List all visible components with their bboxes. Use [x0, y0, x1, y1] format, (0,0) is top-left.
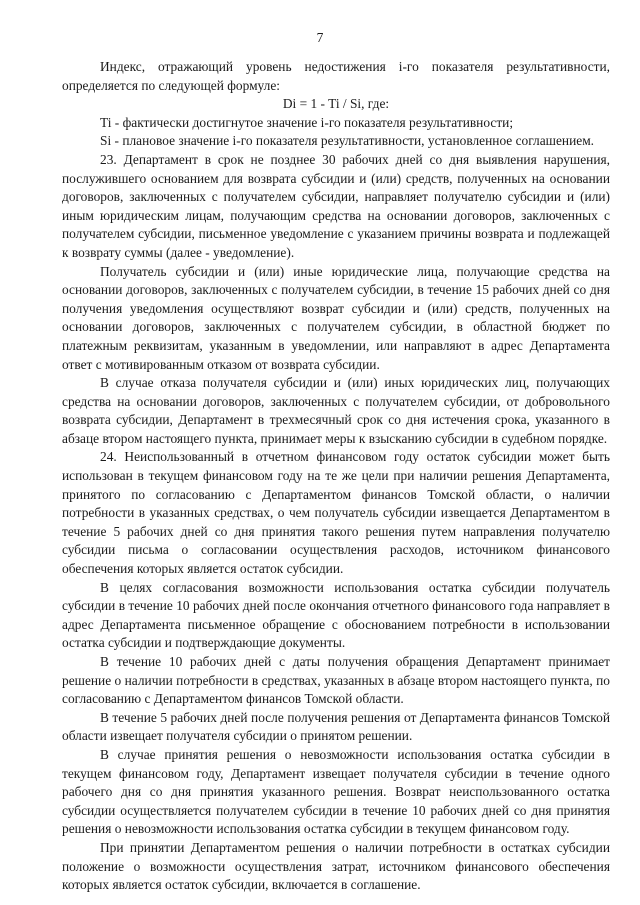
paragraph-si-definition: Si - плановое значение i-го показателя результативности, установленное соглашением. [100, 133, 595, 149]
paragraph-agreement: При принятии Департаментом решения о наличии потребности в остатках субсидии положение о возможности осуществления затрат, источником финансового обеспечения которых является остаток субсидии, включается в соглашение. [62, 839, 610, 893]
document-body [62, 58, 610, 895]
page-number: 7 [316, 30, 324, 45]
paragraph-refusal: В случае отказа получателя субсидии и (или) иных юридических лиц, получающих средства на основании договоров, заключенных с получателем субсидии, от добровольного возврата субсидии, Департамент в трехмесячный срок со дня истечения срока, указанного в абзаце втором настоящего пункта, принимает меры к взысканию субсидии в судебном порядке. [62, 375, 610, 446]
paragraph-approval-request: В целях согласования возможности использования остатка субсидии получатель субсидии в течение 10 рабочих дней после окончания отчетного финансового года направляет в адрес Департамента письменное обращение с обоснованием потребности в использовании остатка субсидии и подтверждающие документы. [62, 579, 610, 651]
paragraph-index-definition: Индекс, отражающий уровень недостижения i-го показателя результативности, определяется по следующей формуле: [62, 59, 610, 93]
paragraph-clause-24: 24. Неиспользованный в отчетном финансовом году остаток субсидии может быть использован в текущем финансовом году на те же цели при наличии решения Департамента, принятого по согласованию с Департаментом финансов Томской области, о наличии потребности в указанных средствах, о чем получатель субсидии извещается Департаментом в течение 5 рабочих дней со дня принятия такого решения путем направления получателю субсидии письма о согласовании осуществления расходов, источником финансового обеспечения которых является остаток субсидии. [62, 449, 610, 577]
paragraph-impossibility: В случае принятия решения о невозможности использования остатка субсидии в текущем финансовом году, Департамент извещает получателя субсидии в течение одного рабочего дня со дня принятия указанного решения. Возврат неиспользованного остатка субсидии осуществляется получателем субсидии в течение 10 рабочих дней со дня принятия решения о невозможности использования остатка субсидии в текущем финансовом году. [62, 746, 610, 837]
paragraph-clause-23: 23. Департамент в срок не позднее 30 рабочих дней со дня выявления нарушения, послужившего основанием для возврата субсидии и (или) средств, полученных на основании договоров, заключенных с получателем субсидии, направляет получателю субсидии и (или) иным юридическим лицам, получающим средства на основании договоров, заключенных с получателем субсидии, письменное уведомление с указанием причины возврата и подлежащей к возврату суммы (далее - уведомление). [62, 151, 610, 260]
paragraph-refund: Получатель субсидии и (или) иные юридические лица, получающие средства на основании договоров, заключенных с получателем субсидии, в течение 15 рабочих дней со дня получения уведомления осуществляют возврат субсидии и (или) средств, полученных на основании договоров, заключенных с получателем субсидии, в областной бюджет по платежным реквизитам, указанным в уведомлении, или направляют в адрес Департамента ответ с мотивированным отказом от возврата субсидии. [62, 263, 610, 372]
paragraph-ti-definition: Ti - фактически достигнутое значение i-го показателя результативности; [100, 114, 514, 130]
paragraph-decision: В течение 10 рабочих дней с даты получения обращения Департамент принимает решение о наличии потребности в средствах, указанных в абзаце втором настоящего пункта, по согласованию с Департаментом финансов Томской области. [62, 654, 610, 707]
formula: Di = 1 - Ti / Si, где: [282, 96, 390, 112]
paragraph-notification: В течение 5 рабочих дней после получения решения от Департамента финансов Томской области извещает получателя субсидии о принятом решении. [62, 709, 610, 744]
